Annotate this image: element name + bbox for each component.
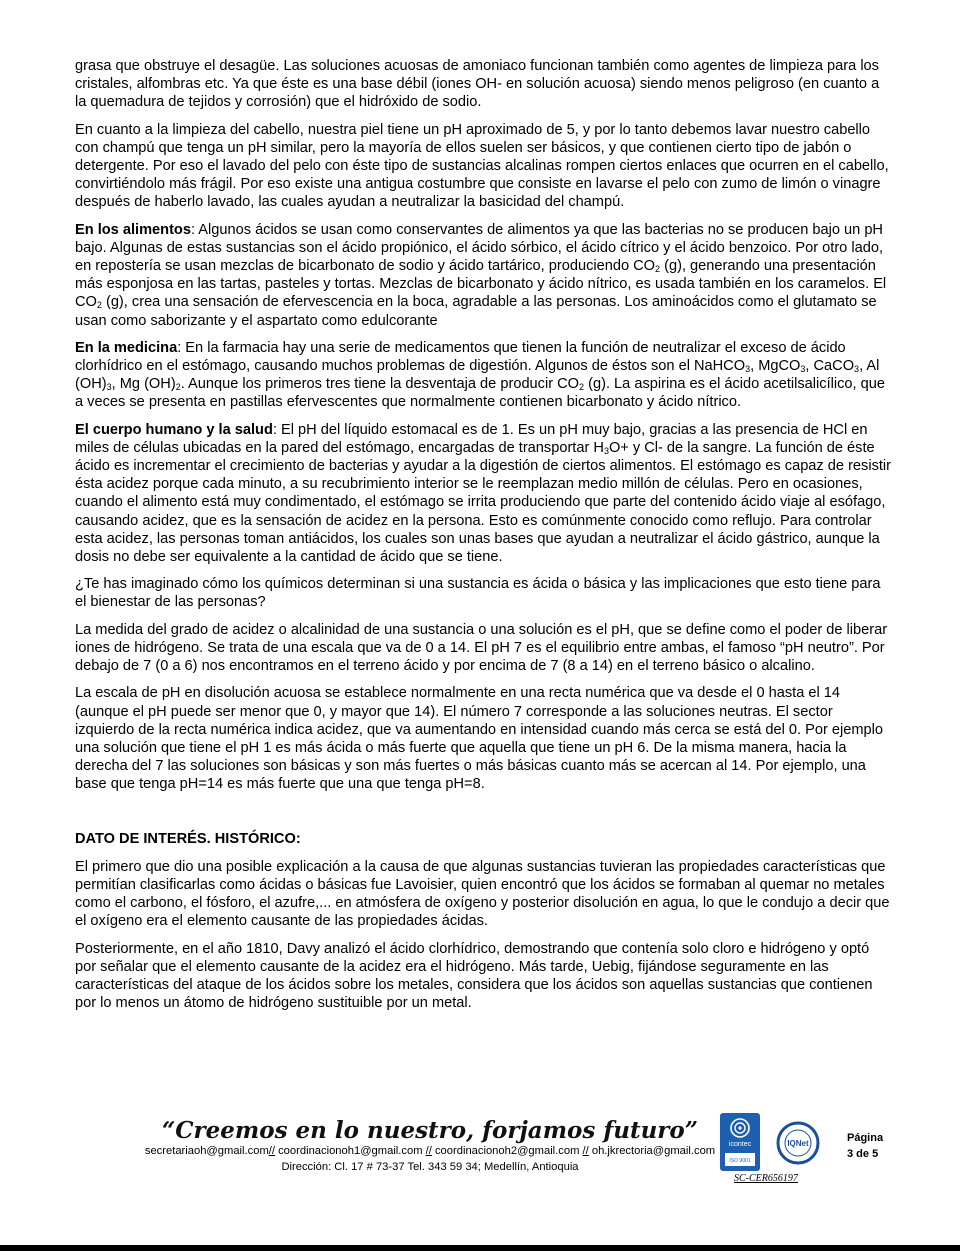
icontec-label: icontec — [728, 1141, 752, 1148]
document-body — [75, 57, 893, 1021]
paragraph-cleaning: grasa que obstruye el desagüe. Las soluciones acuosas de amoniaco funcionan también como agentes de limpieza para los cristales, alfombras etc. Ya que éste es una base débil (iones OH- en solución acuosa) siendo menos peligroso (en cuanto a la quemadura de tejidos y corrosión) que el hidróxido de sodio. — [75, 58, 880, 111]
email-link[interactable]: coordinacionoh1@gmail.com — [274, 1145, 426, 1157]
subscript: 3 — [745, 364, 751, 375]
label-food: En los alimentos — [75, 221, 191, 238]
text-body-b: O+ y Cl- de la sangre. La función de éste ácido es incrementar el crecimiento de bacterias y ayudar a la digestión de ciertos alimentos. El estómago es capaz de resistir ésta acidez porque cada minuto, a su recubrimiento interior se le reemplazan medio millón de células. Pero en ocasiones, cuando el alimento está muy condimentado, el estómago se irrita produciendo que parte del contenido ácido viaje al esófago, causando acidez, que es la sensación de acidez en la persona. Esto es comúnmente conocido como reflujo. Para controlar esta acidez, las personas toman antiácidos, los cuales son unas bases que ayudan a neutralizar el ácido gástrico, aunque la dosis no debe ser equivalente a la cantidad de ácido que se tiene. — [75, 439, 892, 566]
paragraph-davy: Posteriormente, en el año 1810, Davy analizó el ácido clorhídrico, demostrando que contenía solo cloro e hidrógeno y optó por señalar que el elemento causante de la acidez era el hidrógeno. Más tarde, Uebig, fijándose seguramente en las características del ataque de los ácidos sobre los metales, considera que los ácidos son aquellas sustancias que contienen por lo menos un átomo de hidrógeno sustituible por un metal. — [75, 940, 873, 1012]
text-med-f: . Aunque los primeros tres tiene la desventaja de producir CO — [180, 376, 580, 393]
subscript: 2 — [579, 382, 585, 393]
label-body-health: El cuerpo humano y la salud — [75, 421, 273, 438]
text-med-e: , Mg (OH) — [111, 376, 176, 393]
text-med-d: , Al (OH) — [75, 358, 880, 393]
iqnet-logo-graphic — [776, 1121, 820, 1165]
bottom-border — [0, 1245, 960, 1251]
text-body-a: : El pH del líquido estomacal es de 1. Es un pH muy bajo, gracias a las presencia de HCl en miles de células ubicadas en la pared del estómago, encargadas de transportar H — [75, 421, 868, 456]
paragraph-ph-scale: La escala de pH en disolución acuosa se establece normalmente en una recta numérica que va desde el 0 hasta el 14 (aunque el pH puede ser menor que 0, y mayor que 14). El número 7 corresponde a las soluciones neutras. El sector izquierdo de la recta numérica indica acidez, que va aumentando en intensidad cuando más cerca se está del 0. Por ejemplo una solución que tiene el pH 1 es más ácida o más fuerte que aquella que tiene un pH 6. De la misma manera, hacia la derecha del 7 las soluciones son básicas y son más fuertes o más básicas cuanto más se acercan al 14. Por ejemplo, una base que tenga pH=14 es más fuerte que una que tenga pH=8. — [75, 685, 884, 793]
page-number — [847, 1130, 883, 1162]
page-of: 3 de 5 — [847, 1148, 879, 1160]
paragraph-ph-definition: La medida del grado de acidez o alcalinidad de una sustancia o una solución es el pH, que se define como el poder de liberar iones de hidrógeno. Se trata de una escala que va de 0 a 14. El pH 7 es el equilibrio entre ambas, el famoso “pH neutro”. Por debajo de 7 (0 a 6) nos encontramos en el terreno ácido y por encima de 7 (8 a 14) en el terreno básico o alcalino. — [75, 621, 888, 675]
iqnet-logo — [776, 1121, 820, 1165]
icontec-logo — [720, 1113, 760, 1171]
paragraph-medicine — [75, 339, 893, 412]
paragraph-hair: En cuanto a la limpieza del cabello, nuestra piel tiene un pH aproximado de 5, y por lo tanto debemos lavar nuestro cabello con champú que tenga un pH similar, pero la mayoría de ellos suelen ser básicos, y que contienen cierto tipo de jabón o detergente. Por eso el lavado del pelo con éste tipo de sustancias alcalinas rompen ciertos enlaces que ocurren en el cabello, convirtiéndolo más frágil. Por eso existe una antigua costumbre que consiste en lavarse el pelo con zumo de limón o vinagre después de haberlo lavado, las cuales ayudan a neutralizar la basicidad del champú. — [75, 121, 889, 211]
iqnet-label: IQNet — [787, 1139, 809, 1148]
subscript: 3 — [603, 445, 609, 456]
text-food-a: : Algunos ácidos se usan como conservantes de alimentos ya que las bacterias no se producen bajo un pH bajo. Algunas de estas sustancias son el ácido propiónico, el ácido sórbico, el ácido cítrico y el ácido benzoico. Por otro lado, en repostería se usan mezclas de bicarbonato de sodio y ácido tartárico, produciendo CO — [75, 221, 883, 275]
label-medicine: En la medicina — [75, 339, 178, 356]
text-food-c: (g), crea una sensación de efervescencia en la boca, agradable a las personas. Los aminoácidos como el glutamato se usan como saborizante y el aspartato como edulcorante — [75, 294, 877, 329]
paragraph-food — [75, 221, 893, 330]
text-med-b: , MgCO — [750, 358, 801, 375]
separator: // — [582, 1145, 589, 1157]
subscript: 2 — [175, 382, 181, 393]
subscript: 3 — [800, 364, 806, 375]
email-link[interactable]: coordinacionoh2@gmail.com — [431, 1145, 583, 1157]
footer-motto: “Creemos en lo nuestro, forjamos futuro” — [162, 1117, 698, 1144]
iso-label: ISO 9001 — [729, 1158, 751, 1164]
subscript: 2 — [655, 264, 661, 275]
subscript: 3 — [106, 382, 112, 393]
footer-address: Dirección: Cl. 17 # 73-37 Tel. 343 59 34; Medellín, Antioquia — [281, 1161, 579, 1173]
icontec-logo-graphic — [720, 1113, 760, 1171]
subscript: 3 — [854, 364, 860, 375]
page-word: Página — [847, 1132, 884, 1144]
footer-emails — [80, 1145, 780, 1157]
section-heading: DATO DE INTERÉS. HISTÓRICO: — [75, 830, 301, 847]
subscript: 2 — [96, 300, 102, 311]
paragraph-body-health — [75, 421, 893, 567]
certificate-code: SC-CER656197 — [734, 1173, 798, 1184]
paragraph-question: ¿Te has imaginado cómo los químicos determinan si una sustancia es ácida o básica y las implicaciones que esto tiene para el bienestar de las personas? — [75, 576, 881, 611]
email-link[interactable]: oh.jkrectoria@gmail.com — [588, 1145, 716, 1157]
separator: // — [425, 1145, 432, 1157]
text-med-c: , CaCO — [805, 358, 855, 375]
text-med-g: (g). La aspirina es el ácido acetilsalicílico, que a veces se presenta en pastillas efervescentes que normalmente contienen bicarbonato y ácido nítrico. — [75, 376, 885, 411]
separator: // — [268, 1145, 275, 1157]
paragraph-lavoisier: El primero que dio una posible explicación a la causa de que algunas sustancias tuvieran las propiedades características que permitían clasificarlas como ácidas o básicas fue Lavoisier, quien encontró que los ácidos se formaban al quemar no metales como el carbono, el fósforo, el azufre,... en atmósfera de oxígeno y posterior disolución en agua, lo que le condujo a decir que el oxígeno era el elemento causante de las propiedades ácidas. — [75, 858, 890, 930]
email-link[interactable]: secretariaoh@gmail.com — [144, 1145, 269, 1157]
text-med-a: : En la farmacia hay una serie de medicamentos que tienen la función de neutralizar el exceso de ácido clorhídrico en el estómago, causando muchos problemas de digestión. Algunos de éstos son el NaHCO — [75, 339, 846, 375]
text-food-b: (g), generando una presentación más esponjosa en las tartas, pasteles y tortas. Mezclas de bicarbonato y ácido nítrico, es usada también en los caramelos. El CO — [75, 258, 887, 311]
